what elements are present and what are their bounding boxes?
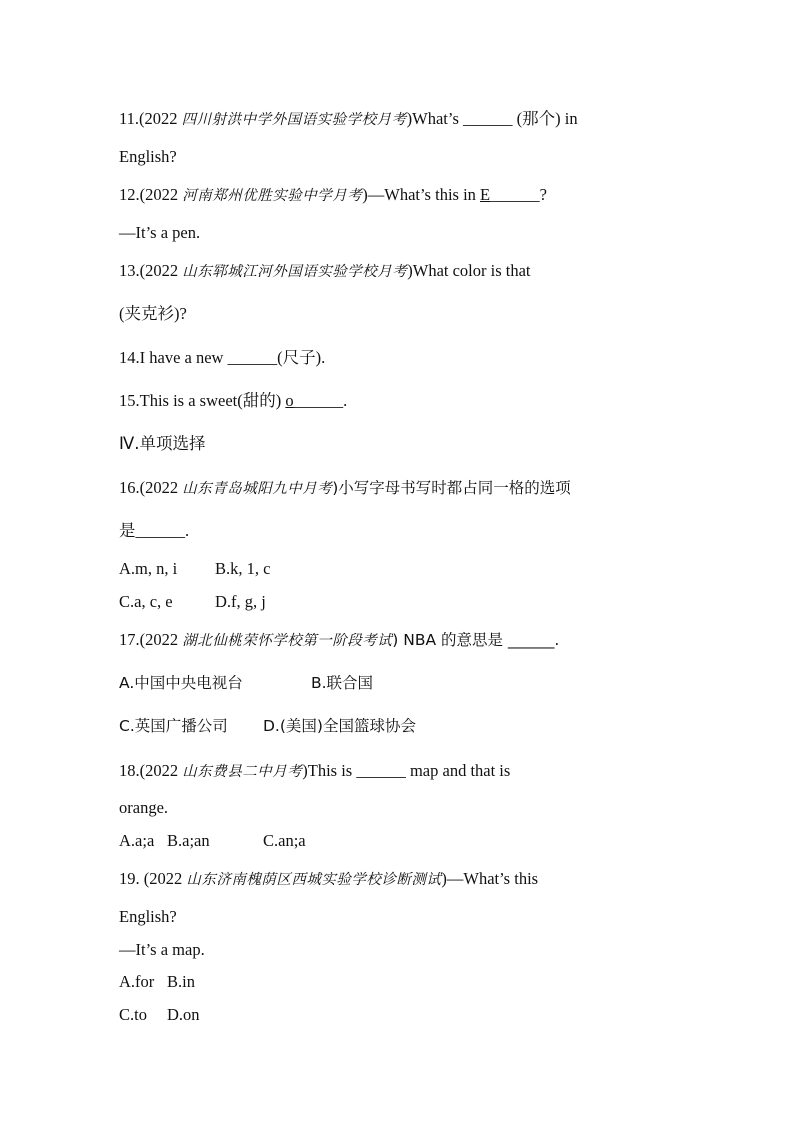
q17-text: ) NBA 的意思是 ______.	[392, 631, 560, 649]
q15-hint-letter: o	[285, 391, 294, 410]
q16-source: 山东青岛城阳九中月考	[182, 481, 333, 497]
q19-line-1	[119, 869, 538, 890]
q16-line-1	[119, 478, 571, 499]
q15-text: 15.This is a sweet(甜的)	[119, 391, 286, 410]
q19-line-2: English?	[119, 907, 177, 926]
q18-number: 18.(2022	[119, 761, 183, 780]
q18-options-row	[119, 831, 306, 851]
q18-option-a: A.a;a	[119, 831, 155, 850]
q17-option-d: D.(美国)全国篮球协会	[263, 717, 416, 735]
q16-line-2: 是______.	[119, 521, 190, 540]
q19-option-a: A.for	[119, 972, 155, 991]
section-iv-heading: Ⅳ.单项选择	[119, 434, 206, 453]
q16-option-d: D.f, g, j	[215, 592, 266, 611]
q19-answer-line: —It’s a map.	[119, 940, 205, 959]
q19-number: 19. (2022	[119, 869, 187, 888]
q18-option-c: C.an;a	[263, 831, 306, 850]
q17-line-1	[119, 630, 559, 651]
q12-end: ?	[539, 185, 547, 204]
q19-option-b: B.in	[167, 972, 195, 991]
q12-source: 河南郑州优胜实验中学月考	[182, 188, 363, 204]
q16-options-row-2	[119, 592, 266, 612]
q18-source: 山东费县二中月考	[182, 764, 303, 780]
q11-source: 四川射洪中学外国语实验学校月考	[181, 112, 407, 128]
q11-text: )What’s ______ (那个) in	[406, 109, 578, 128]
q12-hint-letter: E	[480, 185, 491, 204]
q19-options-row-1	[119, 972, 195, 992]
q13-line-2: (夹克衫)?	[119, 304, 187, 323]
q16-option-c: C.a, c, e	[119, 592, 173, 611]
q15-end: .	[343, 391, 348, 410]
q18-line-2: orange.	[119, 798, 169, 817]
q13-number: 13.(2022	[119, 261, 183, 280]
q17-options-row-2	[119, 716, 416, 736]
q17-source: 湖北仙桃荣怀学校第一阶段考试	[182, 633, 393, 649]
q15-blank: ______	[293, 391, 344, 410]
q19-option-d: D.on	[167, 1005, 200, 1024]
q11-line-1	[119, 109, 578, 130]
q17-number: 17.(2022	[119, 630, 183, 649]
q17-option-b: B.联合国	[311, 674, 374, 692]
q14-line: 14.I have a new ______(尺子).	[119, 348, 326, 367]
q19-option-c: C.to	[119, 1005, 147, 1024]
q17-option-a: A.中国中央电视台	[119, 674, 243, 692]
q18-option-b: B.a;an	[167, 831, 210, 850]
q16-text: )小写字母书写时都占同一格的选项	[332, 479, 571, 497]
q17-options-row-1	[119, 673, 373, 693]
q12-text: )—What’s this in	[362, 185, 481, 204]
q19-text: )—What’s this	[441, 869, 539, 888]
q16-options-row-1	[119, 559, 270, 579]
q16-number: 16.(2022	[119, 478, 183, 497]
q13-text: )What color is that	[407, 261, 531, 280]
q13-source: 山东郓城江河外国语实验学校月考	[182, 264, 408, 280]
q11-number: 11.(2022	[119, 109, 182, 128]
q16-option-a: A.m, n, i	[119, 559, 178, 578]
q12-number: 12.(2022	[119, 185, 183, 204]
q12-answer-line: —It’s a pen.	[119, 223, 201, 242]
q12-blank: ______	[490, 185, 540, 204]
q15-line	[119, 391, 347, 411]
q17-option-c: C.英国广播公司	[119, 717, 228, 735]
q19-source: 山东济南槐荫区西城实验学校诊断测试	[186, 872, 442, 888]
q19-options-row-2	[119, 1005, 200, 1025]
q18-line-1	[119, 761, 510, 782]
q13-line-1	[119, 261, 531, 282]
q12-line-1	[119, 185, 547, 206]
q16-option-b: B.k, 1, c	[215, 559, 271, 578]
q18-text: )This is ______ map and that is	[302, 761, 511, 780]
q11-line-2: English?	[119, 147, 177, 166]
